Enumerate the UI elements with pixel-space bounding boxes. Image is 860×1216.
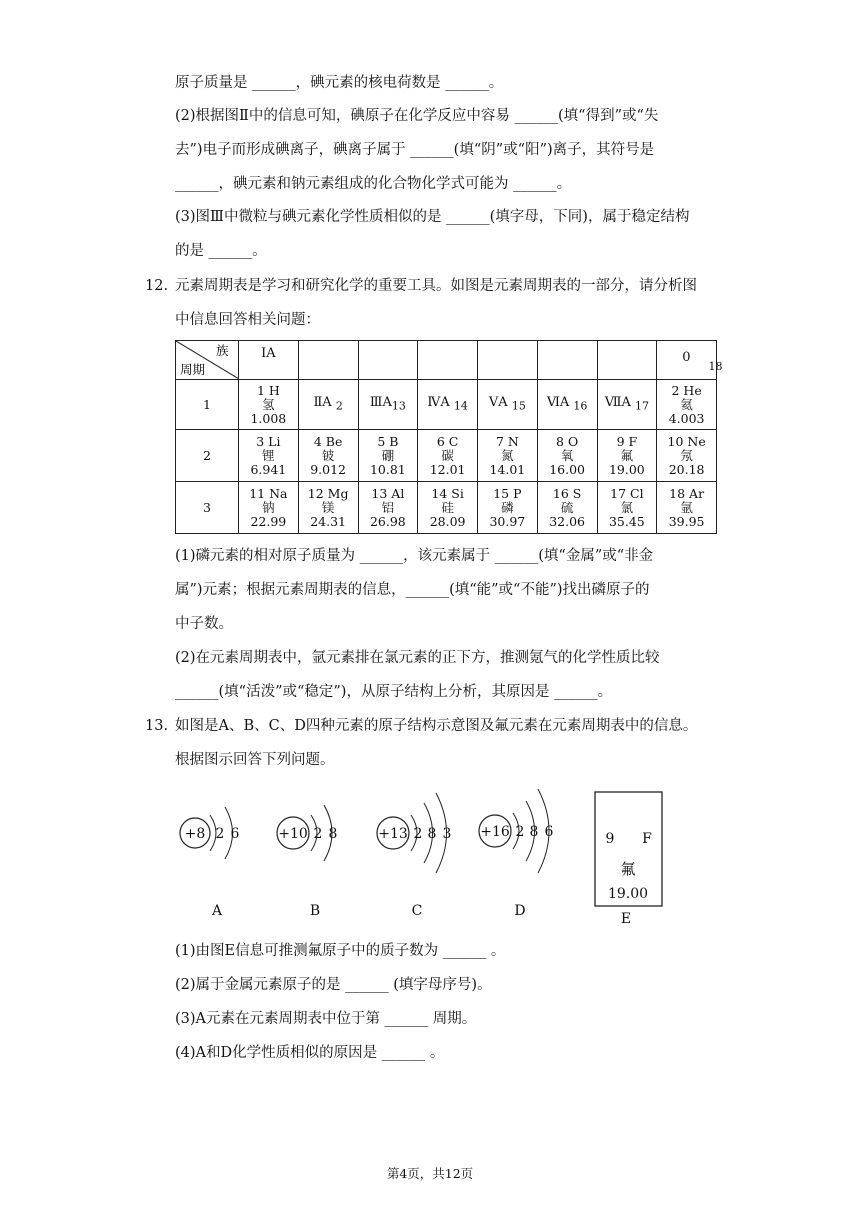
text-line: (3)图Ⅲ中微粒与碘元素化学性质相似的是 ______(填字母，下同)，属于稳定结构 xyxy=(175,209,690,225)
text-line: (1)由图E信息可推测氟原子中的质子数为 ______ 。 xyxy=(175,943,506,959)
element-cell: 15 P 磷 30.97 xyxy=(478,482,538,534)
group-spacer xyxy=(358,341,418,380)
periodic-table xyxy=(175,340,723,534)
element-cell: 10 Ne 氖 20.18 xyxy=(657,430,717,482)
period-label: 3 xyxy=(176,482,239,534)
element-cell: 3 Li 锂 6.941 xyxy=(239,430,299,482)
group-header: ⅥA $_{16}$ xyxy=(537,380,597,430)
group-spacer xyxy=(597,341,657,380)
shell-electrons: 8 xyxy=(529,824,539,840)
text-line: (2)属于金属元素原子的是 ______ (填字母序号)。 xyxy=(175,977,492,993)
element-cell: 13 Al 铝 26.98 xyxy=(358,482,418,534)
period-label: 1 xyxy=(176,380,239,430)
shell-electrons: 3 xyxy=(442,826,452,842)
element-cell: 5 B 硼 10.81 xyxy=(358,430,418,482)
group-header: ⅤA $_{15}$ xyxy=(478,380,538,430)
text-line: 元素周期表是学习和研究化学的重要工具。如图是元素周期表的一部分，请分析图 xyxy=(175,278,697,294)
period-label: 2 xyxy=(176,430,239,482)
element-cell: 11 Na 钠 22.99 xyxy=(239,482,299,534)
atom-label: D xyxy=(514,903,526,919)
element-box-label: E xyxy=(620,911,632,927)
shell-electrons: 8 xyxy=(328,826,338,842)
element-cell: 4 Be 铍 9.012 xyxy=(298,430,358,482)
text-line: (1)磷元素的相对原子质量为 ______，该元素属于 ______(填“金属”或“非金 xyxy=(175,548,654,564)
element-cell: 7 N 氮 14.01 xyxy=(478,430,538,482)
table-row xyxy=(176,430,717,482)
page-footer: 第4页，共12页 xyxy=(386,1166,474,1181)
text-line: 的是 ______。 xyxy=(175,243,267,259)
nucleus-charge: +10 xyxy=(278,826,308,842)
text-line: (4)A和D化学性质相似的原因是 ______ 。 xyxy=(175,1045,445,1061)
shell-electrons: 2 xyxy=(313,826,323,842)
table-row xyxy=(176,380,717,430)
nucleus-charge: +13 xyxy=(378,826,408,842)
shell-electrons: 8 xyxy=(427,826,437,842)
element-cell: 18 Ar 氩 39.95 xyxy=(657,482,717,534)
text-line: 如图是A、B、C、D四种元素的原子结构示意图及氟元素在元素周期表中的信息。 xyxy=(175,718,698,734)
atom-b xyxy=(277,805,337,919)
text-line: 中信息回答相关问题： xyxy=(175,312,320,328)
shell-electrons: 6 xyxy=(230,826,240,842)
element-cell: 6 C 碳 12.01 xyxy=(418,430,478,482)
table-header-row xyxy=(176,341,717,380)
group-spacer xyxy=(418,341,478,380)
text-line: 中子数。 xyxy=(175,616,233,632)
text-line: (2)根据图Ⅱ中的信息可知，碘原子在化学反应中容易 ______(填“得到”或“失 xyxy=(175,108,659,124)
shell-electrons: 2 xyxy=(413,826,423,842)
group-spacer xyxy=(298,341,358,380)
text-line: 属”)元素；根据元素周期表的信息，______(填“能”或“不能”)找出磷原子的 xyxy=(175,582,650,598)
element-number: 9 xyxy=(605,831,615,847)
text-line: (2)在元素周期表中，氩元素排在氯元素的正下方，推测氪气的化学性质比较 xyxy=(175,650,660,666)
table-row xyxy=(176,482,717,534)
corner-diagonal xyxy=(176,341,239,379)
group-spacer xyxy=(537,341,597,380)
atom-label: B xyxy=(309,903,321,919)
table-corner-cell xyxy=(176,341,239,380)
shell-electrons: 2 xyxy=(515,824,525,840)
group-spacer xyxy=(478,341,538,380)
question-number: 13. xyxy=(145,718,169,734)
group-header: ⅣA $_{14}$ xyxy=(418,380,478,430)
group-header: $ⅢA_{13}$ xyxy=(358,380,418,430)
atom-label: C xyxy=(411,903,423,919)
element-name: 氟 xyxy=(620,860,636,878)
element-cell: 1 H 氢 1.008 xyxy=(239,380,299,430)
atom-structure-diagram xyxy=(170,785,690,930)
text-line: 去”)电子而形成碘离子，碘离子属于 ______(填“阴”或“阳”)离子，其符号是 xyxy=(175,142,655,158)
text-line: 原子质量是 ______，碘元素的核电荷数是 ______。 xyxy=(175,75,504,91)
group-header: ⅠA xyxy=(239,341,299,380)
text-line: ______(填“活泼”或“稳定”)，从原子结构上分析，其原因是 ______。 xyxy=(175,684,613,700)
element-cell: 2 He 氦 4.003 xyxy=(657,380,717,430)
text-line: 根据图示回答下列问题。 xyxy=(175,752,335,768)
element-mass: 19.00 xyxy=(607,886,649,902)
question-number: 12. xyxy=(145,278,169,294)
group-header: $0_{18}$ xyxy=(657,341,717,380)
atom-label: A xyxy=(211,903,223,919)
atom-c xyxy=(377,793,451,919)
element-cell: 8 O 氧 16.00 xyxy=(537,430,597,482)
element-cell: 14 Si 硅 28.09 xyxy=(418,482,478,534)
shell-electrons: 6 xyxy=(544,824,554,840)
atom-d xyxy=(479,789,554,919)
group-header: ⅦA $_{17}$ xyxy=(597,380,657,430)
element-cell: 9 F 氟 19.00 xyxy=(597,430,657,482)
text-line: (3)A元素在元素周期表中位于第 ______ 周期。 xyxy=(175,1011,477,1027)
shell-electrons: 2 xyxy=(215,826,225,842)
corner-bottom-label: 周期 xyxy=(180,362,206,377)
nucleus-charge: +8 xyxy=(184,826,206,842)
group-header: ⅡA $_2$ xyxy=(298,380,358,430)
element-cell: 12 Mg 镁 24.31 xyxy=(298,482,358,534)
corner-top-label: 族 xyxy=(216,343,229,358)
text-line: ______，碘元素和钠元素组成的化合物化学式可能为 ______。 xyxy=(175,176,572,192)
element-cell: 16 S 硫 32.06 xyxy=(537,482,597,534)
nucleus-charge: +16 xyxy=(480,824,510,840)
atom-a xyxy=(180,807,240,919)
element-symbol: F xyxy=(642,831,652,847)
element-cell: 17 Cl 氯 35.45 xyxy=(597,482,657,534)
element-box-e xyxy=(595,792,662,927)
